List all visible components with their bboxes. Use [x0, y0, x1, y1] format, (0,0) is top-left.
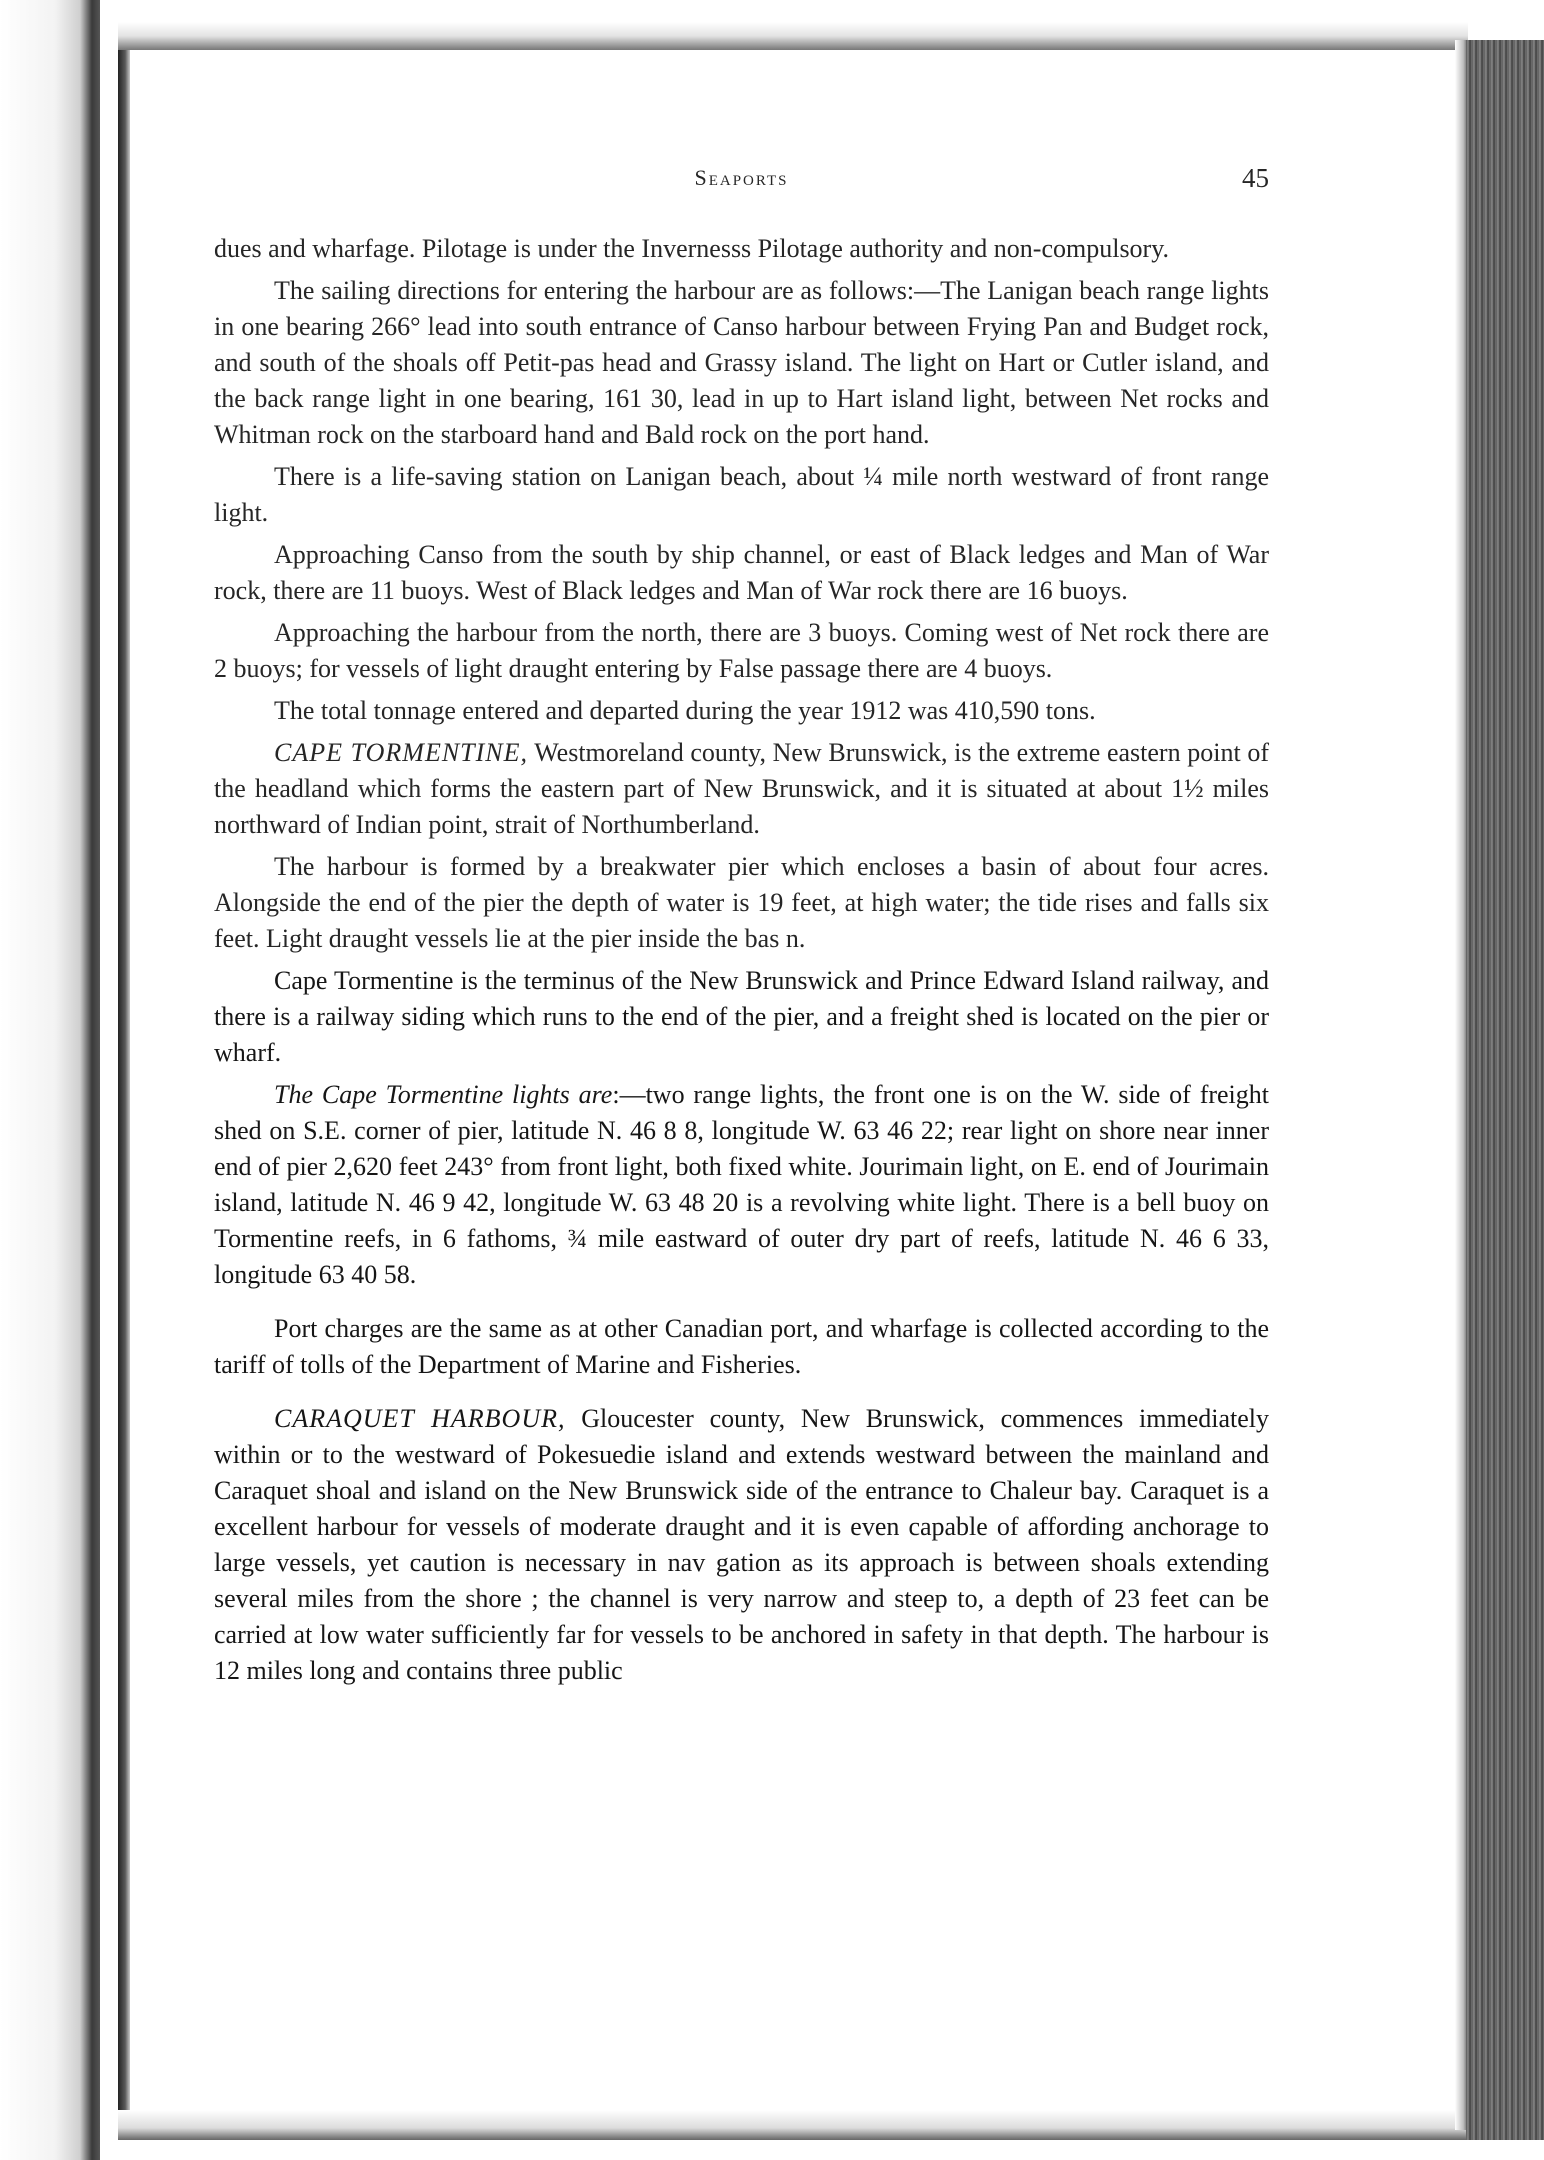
paragraph: The harbour is formed by a breakwater pier which encloses a basin of about four acres. Alongside the end of the pier the depth of water is 19 feet, at high water; the tide rises and falls six feet. Light draught vessels lie at the pier inside the bas n.	[214, 852, 1269, 953]
running-title: Seaports	[694, 165, 789, 190]
book-left-page-edge	[0, 0, 100, 2160]
page-bottom-edge	[118, 2110, 1468, 2140]
book-spine-shadow	[118, 40, 130, 2120]
paragraph: The sailing directions for entering the harbour are as follows:—The Lanigan beach range lights in one bearing 266° lead into south entrance of Canso harbour between Frying Pan and Budget rock, and south of the shoals off Petit-pas head and Grassy island. The light on Hart or Cutler island, and the back range light in one bearing, 161 30, lead in up to Hart island light, between Net rocks and Whitman rock on the starboard hand and Bald rock on the port hand.	[214, 276, 1269, 449]
book-page-stack-edge	[1466, 40, 1544, 2140]
paragraph: Port charges are the same as at other Canadian port, and wharfage is collected according to the tariff of tolls of the Department of Marine and Fisheries.	[214, 1314, 1269, 1379]
paragraph-cape-tormentine: CAPE TORMENTINE, Westmoreland county, New Brunswick, is the extreme eastern point of the headland which forms the eastern part of New Brunswick, and it is situated at about 1½ miles northward of Indian point, strait of Northumberland.	[214, 738, 1269, 839]
paragraph: There is a life-saving station on Lanigan beach, about ¼ mile north westward of front range light.	[214, 462, 1269, 527]
paragraph: Cape Tormentine is the terminus of the New Brunswick and Prince Edward Island railway, and there is a railway siding which runs to the end of the pier, and a freight shed is located on the pier or wharf.	[214, 966, 1269, 1067]
page-number: 45	[1242, 163, 1269, 193]
paragraph: dues and wharfage. Pilotage is under the Invernesss Pilotage authority and non-compulsory.	[214, 234, 1170, 263]
paragraph: Approaching the harbour from the north, there are 3 buoys. Coming west of Net rock there are 2 buoys; for vessels of light draught entering by False passage there are 4 buoys.	[214, 618, 1269, 683]
body-text	[214, 231, 1269, 1689]
page-header	[214, 165, 1269, 205]
paragraph: Approaching Canso from the south by ship channel, or east of Black ledges and Man of War rock, there are 11 buoys. West of Black ledges and Man of War rock there are 16 buoys.	[214, 540, 1269, 605]
paragraph: The total tonnage entered and departed during the year 1912 was 410,590 tons.	[274, 696, 1096, 725]
section-lead: CAPE TORMENTINE,	[274, 738, 529, 767]
book-page	[214, 165, 1269, 1695]
section-lead: CARAQUET HARBOUR,	[274, 1404, 566, 1433]
paragraph-caraquet-harbour: CARAQUET HARBOUR, Gloucester county, New Brunswick, commences immediately within or to the westward of Pokesuedie island and extends westward between the mainland and Caraquet shoal and island on the New Brunswick side of the entrance to Chaleur bay. Caraquet is a excellent harbour for vessels of moderate draught and it is even capable of affording anchorage to large vessels, yet caution is necessary in nav gation as its approach is between shoals extending several miles from the shore ; the channel is very narrow and steep to, a depth of 23 feet can be carried at low water sufficiently far for vessels to be anchored in safety in that depth. The harbour is 12 miles long and contains three public	[214, 1404, 1269, 1685]
page-top-edge	[118, 22, 1468, 50]
section-lead: The Cape Tormentine lights are	[274, 1080, 613, 1109]
paragraph-lights: The Cape Tormentine lights are:—two range lights, the front one is on the W. side of freight shed on S.E. corner of pier, latitude N. 46 8 8, longitude W. 63 46 22; rear light on shore near inner end of pier 2,620 feet 243° from front light, both fixed white. Jourimain light, on E. end of Jourimain island, latitude N. 46 9 42, longitude W. 63 48 20 is a revolving white light. There is a bell buoy on Tormentine reefs, in 6 fathoms, ¾ mile eastward of outer dry part of reefs, latitude N. 46 6 33, longitude 63 40 58.	[214, 1080, 1270, 1289]
